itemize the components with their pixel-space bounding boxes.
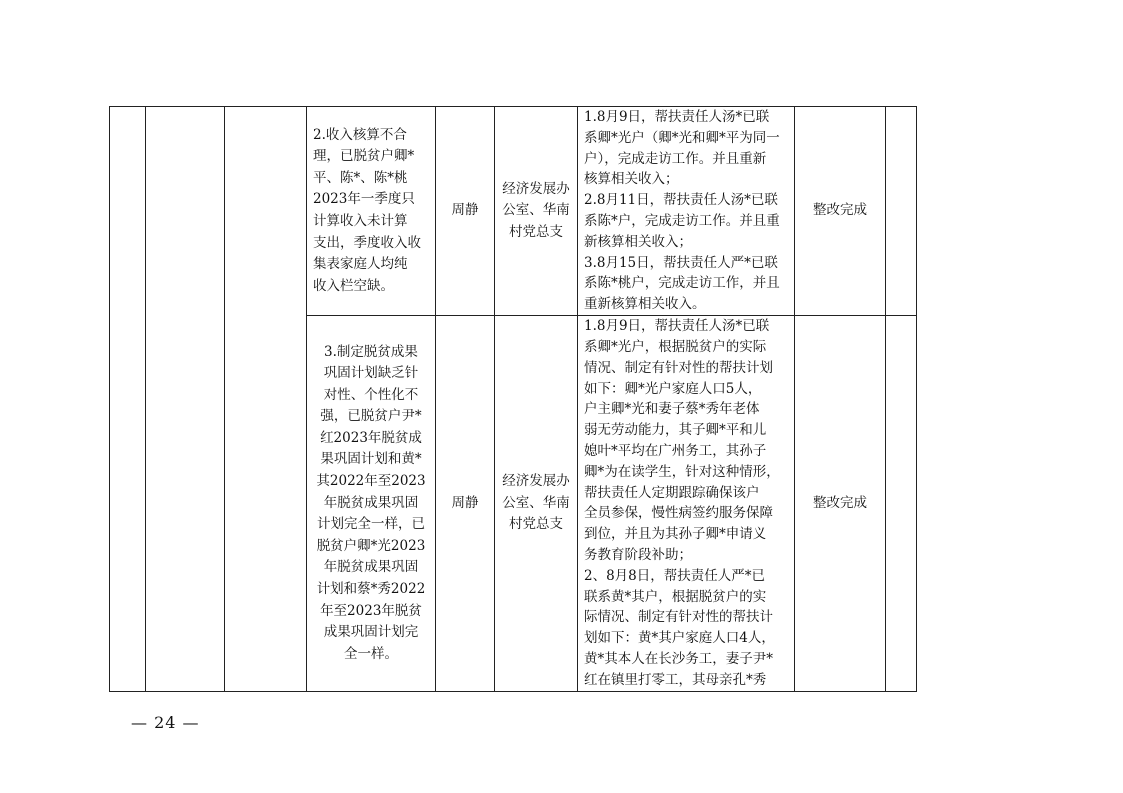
measure-line: 情况、制定有针对性的帮扶计划 — [584, 359, 773, 376]
table-row — [110, 107, 917, 316]
issue-line: 果巩固计划和黄* — [320, 451, 422, 468]
rectification-table — [109, 106, 917, 692]
responsible-unit-cell: 经济发展办公室、华南村党总支 — [495, 107, 578, 316]
measure-line: 户主卿*光和妻子蔡*秀年老体 — [584, 401, 760, 418]
measure-line: 系陈*户，完成走访工作。并且重 — [584, 212, 780, 229]
measure-line: 核算相关收入； — [584, 171, 679, 188]
issue-line: 集表家庭人均纯 — [313, 256, 408, 273]
measure-line: 联系黄*其户，根据脱贫户的实 — [584, 588, 767, 605]
issue-line: 年脱贫成果巩固 — [323, 494, 419, 511]
serial-cell — [110, 107, 146, 692]
issue-line: 年至2023年脱贫 — [320, 602, 422, 619]
measure-line: 户），完成走访工作。并且重新 — [584, 150, 767, 167]
issue-line: 对性、个性化不 — [323, 386, 419, 403]
status-cell: 整改完成 — [795, 315, 886, 691]
measure-line: 2、8月8日，帮扶责任人严*已 — [584, 567, 766, 584]
issue-line: 收入栏空缺。 — [313, 277, 394, 294]
category-cell — [146, 107, 225, 692]
measures-cell — [578, 315, 795, 691]
measure-line: 媳叶*平均在广州务工，其孙子 — [584, 443, 767, 460]
issue-line: 2.收入核算不合 — [313, 126, 407, 143]
measure-line: 系陈*桃户，完成走访工作，并且 — [584, 275, 780, 292]
measure-line: 黄*其本人在长沙务工，妻子尹* — [584, 651, 773, 668]
measure-line: 全员参保，慢性病签约服务保障 — [584, 505, 773, 522]
issue-line: 全一样。 — [344, 645, 398, 662]
status-cell: 整改完成 — [795, 107, 886, 316]
issue-line: 计划和蔡*秀2022 — [316, 581, 426, 598]
remarks-cell — [886, 107, 917, 316]
responsible-person-cell: 周静 — [436, 107, 495, 316]
issue-line: 脱贫户卿*光2023 — [316, 537, 426, 554]
measure-line: 新核算相关收入； — [584, 233, 692, 250]
measure-line: 弱无劳动能力，其子卿*平和儿 — [584, 422, 767, 439]
problem-source-cell — [225, 107, 307, 692]
measure-line: 如下：卿*光户家庭人口5人， — [584, 380, 762, 397]
issue-line: 支出，季度收入收 — [313, 234, 421, 251]
issue-line: 平、陈*、陈*桃 — [313, 169, 408, 186]
issue-line: 计算收入未计算 — [313, 212, 408, 229]
issue-line: 其2022年至2023 — [316, 473, 426, 490]
measure-line: 到位，并且为其孙子卿*申请义 — [584, 526, 767, 543]
issue-line: 年脱贫成果巩固 — [323, 559, 419, 576]
measure-line: 红在镇里打零工，其母亲孔*秀 — [584, 671, 767, 688]
measure-line: 务教育阶段补助； — [584, 547, 692, 564]
issue-cell — [307, 107, 436, 316]
measure-line: 系卿*光户（卿*光和卿*平为同一 — [584, 129, 780, 146]
measures-cell — [578, 107, 795, 316]
measure-line: 际情况、制定有针对性的帮扶计 — [584, 609, 773, 626]
issue-line: 理，已脱贫户卿* — [313, 148, 415, 165]
issue-cell — [307, 315, 436, 691]
responsible-person-cell: 周静 — [436, 315, 495, 691]
measure-line: 重新核算相关收入。 — [584, 296, 706, 313]
measure-line: 3.8月15日，帮扶责任人严*已联 — [584, 254, 778, 271]
measure-line: 卿*为在读学生，针对这种情形， — [584, 463, 780, 480]
measure-line: 系卿*光户，根据脱贫户的实际 — [584, 339, 767, 356]
remarks-cell — [886, 315, 917, 691]
issue-line: 强，已脱贫户尹* — [320, 408, 422, 425]
measure-line: 2.8月11日，帮扶责任人汤*已联 — [584, 192, 778, 209]
page-number: — 24 — — [131, 713, 200, 732]
issue-line: 巩固计划缺乏针 — [323, 365, 419, 382]
issue-line: 红2023年脱贫成 — [320, 429, 422, 446]
measure-line: 帮扶责任人定期跟踪确保该户 — [584, 484, 760, 501]
issue-line: 计划完全一样，已 — [317, 516, 425, 533]
measure-line: 划如下：黄*其户家庭人口4人， — [584, 630, 775, 647]
measure-line: 1.8月9日，帮扶责任人汤*已联 — [584, 109, 770, 125]
issue-line: 2023年一季度只 — [313, 191, 415, 208]
measure-line: 1.8月9日，帮扶责任人汤*已联 — [584, 318, 770, 335]
issue-line: 成果巩固计划完 — [323, 624, 419, 641]
responsible-unit-cell: 经济发展办公室、华南村党总支 — [495, 315, 578, 691]
issue-line: 3.制定脱贫成果 — [324, 343, 418, 360]
